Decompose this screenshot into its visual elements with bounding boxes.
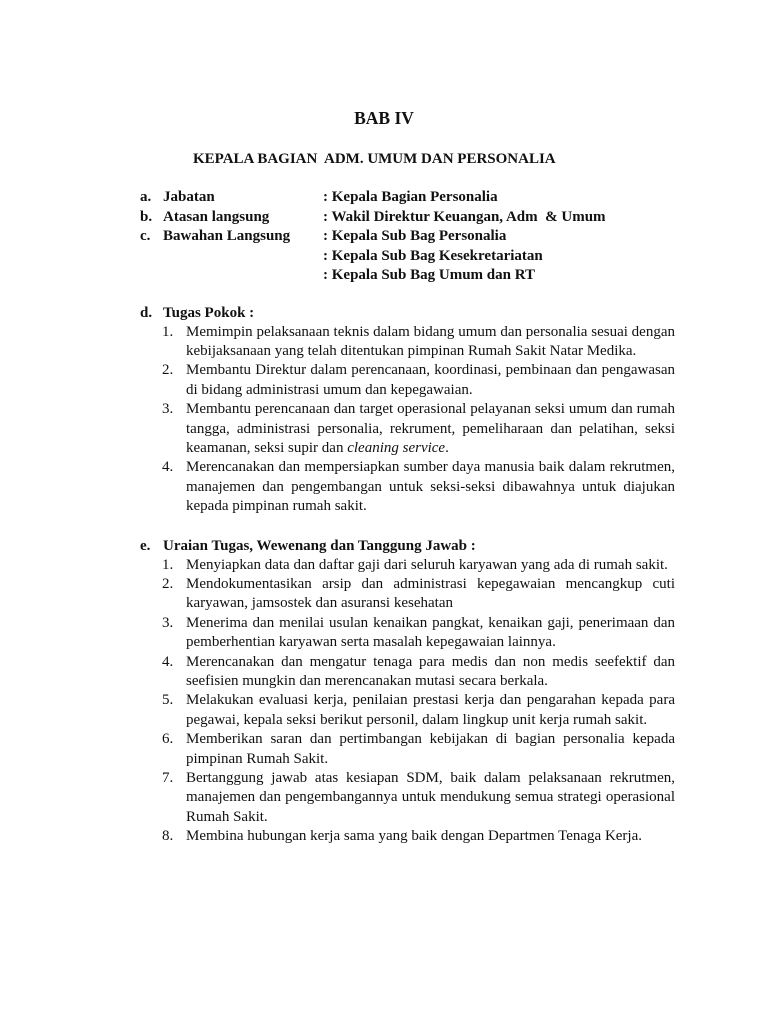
info-value: : Kepala Sub Bag Personalia — [323, 228, 507, 244]
info-label: Jabatan — [163, 189, 215, 205]
item-text: Mendokumentasikan arsip dan administrasi kepegawaian mencangkup cuti karyawan, jamsostek dan asuransi kesehatan — [186, 575, 675, 612]
item-number: 5. — [162, 692, 174, 709]
info-value: : Kepala Sub Bag Umum dan RT — [323, 267, 536, 283]
list-item — [162, 556, 675, 575]
item-text: Merencanakan dan mempersiapkan sumber daya manusia baik dalam rekrutmen, manajemen dan pengembangan untuk seksi-seksi dibawahnya untuk diajukan kepada pimpinan rumah sakit. — [186, 459, 675, 515]
info-value: : Wakil Direktur Keuangan, Adm & Umum — [323, 208, 606, 225]
info-marker: b. — [140, 208, 153, 225]
info-block — [0, 188, 768, 286]
list-item — [162, 730, 675, 769]
item-text: Membantu Direktur dalam perencanaan, koordinasi, pembinaan dan pengawasan di bidang administrasi umum dan kepegawaian. — [186, 362, 675, 398]
list-item — [162, 769, 675, 827]
item-number: 1. — [162, 323, 174, 340]
item-text: Membina hubungan kerja sama yang baik dengan Departmen Tenaga Kerja. — [186, 828, 643, 845]
list-item — [162, 827, 675, 846]
info-marker: c. — [140, 228, 151, 244]
info-value: : Kepala Bagian Personalia — [323, 189, 498, 205]
item-number: 8. — [162, 828, 174, 845]
info-value: : Kepala Sub Bag Kesekretariatan — [323, 247, 543, 264]
item-text: Menyiapkan data dan daftar gaji dari seluruh karyawan yang ada di rumah sakit. — [186, 556, 668, 573]
list-item — [162, 653, 675, 692]
item-text: Menerima dan menilai usulan kenaikan pangkat, kenaikan gaji, penerimaan dan pemberhentian karyawan serta masalah kepegawaian lainnya. — [186, 614, 675, 651]
item-text-italic: cleaning service — [347, 439, 446, 456]
item-text: Membantu perencanaan dan target operasional pelayanan seksi umum dan rumah tangga, administrasi personalia, rekrument, pemeliharaan dan pelatihan, seksi keamanan, seksi supir dan — [186, 401, 675, 456]
info-row-atasan — [140, 208, 768, 228]
list-item — [162, 400, 675, 458]
info-row-bawahan-3 — [140, 266, 768, 286]
tugas-pokok-list — [162, 323, 675, 517]
item-text: Memberikan saran dan pertimbangan kebijakan di bagian personalia kepada pimpinan Rumah Sakit. — [186, 731, 675, 767]
item-number: 1. — [162, 556, 174, 573]
info-label: Bawahan Langsung — [163, 228, 291, 244]
item-number: 2. — [162, 575, 174, 592]
section-marker: e. — [140, 537, 151, 554]
item-number: 3. — [162, 614, 174, 631]
section-heading: Uraian Tugas, Wewenang dan Tanggung Jawab : — [163, 537, 476, 554]
item-number: 7. — [162, 770, 174, 787]
section-marker: d. — [140, 304, 153, 321]
uraian-heading — [140, 536, 768, 556]
chapter-title: BAB IV — [354, 108, 414, 128]
item-text: Bertanggung jawab atas kesiapan SDM, baik dalam pelaksanaan rekrutmen, manajemen dan pengembangannya untuk mendukung semua strategi operasional Rumah Sakit. — [186, 770, 675, 825]
section-subtitle: KEPALA BAGIAN ADM. UMUM DAN PERSONALIA — [193, 151, 556, 167]
item-number: 3. — [162, 401, 174, 418]
item-number: 2. — [162, 362, 174, 379]
section-heading: Tugas Pokok : — [163, 304, 255, 321]
item-number: 4. — [162, 459, 174, 476]
tugas-pokok-heading — [140, 303, 768, 323]
list-item — [162, 361, 675, 400]
uraian-list — [162, 556, 675, 847]
item-text: Memimpin pelaksanaan teknis dalam bidang umum dan personalia sesuai dengan kebijaksanaan yang telah ditentukan pimpinan Rumah Sakit Natar Medika. — [186, 323, 675, 359]
list-item — [162, 575, 675, 614]
info-label: Atasan langsung — [163, 208, 270, 225]
list-item — [162, 323, 675, 362]
item-text-tail: . — [445, 439, 449, 456]
list-item — [162, 614, 675, 653]
info-row-bawahan-2 — [140, 247, 768, 267]
item-number: 6. — [162, 731, 174, 748]
info-row-jabatan — [140, 188, 768, 208]
info-row-bawahan — [140, 227, 768, 247]
item-text: Melakukan evaluasi kerja, penilaian prestasi kerja dan pengarahan kepada para pegawai, kepala seksi berikut personil, dalam lingkup unit kerja rumah sakit. — [186, 692, 675, 728]
list-item — [162, 691, 675, 730]
item-number: 4. — [162, 653, 174, 670]
list-item — [162, 458, 675, 516]
item-text: Merencanakan dan mengatur tenaga para medis dan non medis seefektif dan seefisien mungkin dan merencanakan mutasi secara berkala. — [186, 653, 675, 689]
info-marker: a. — [140, 189, 152, 205]
